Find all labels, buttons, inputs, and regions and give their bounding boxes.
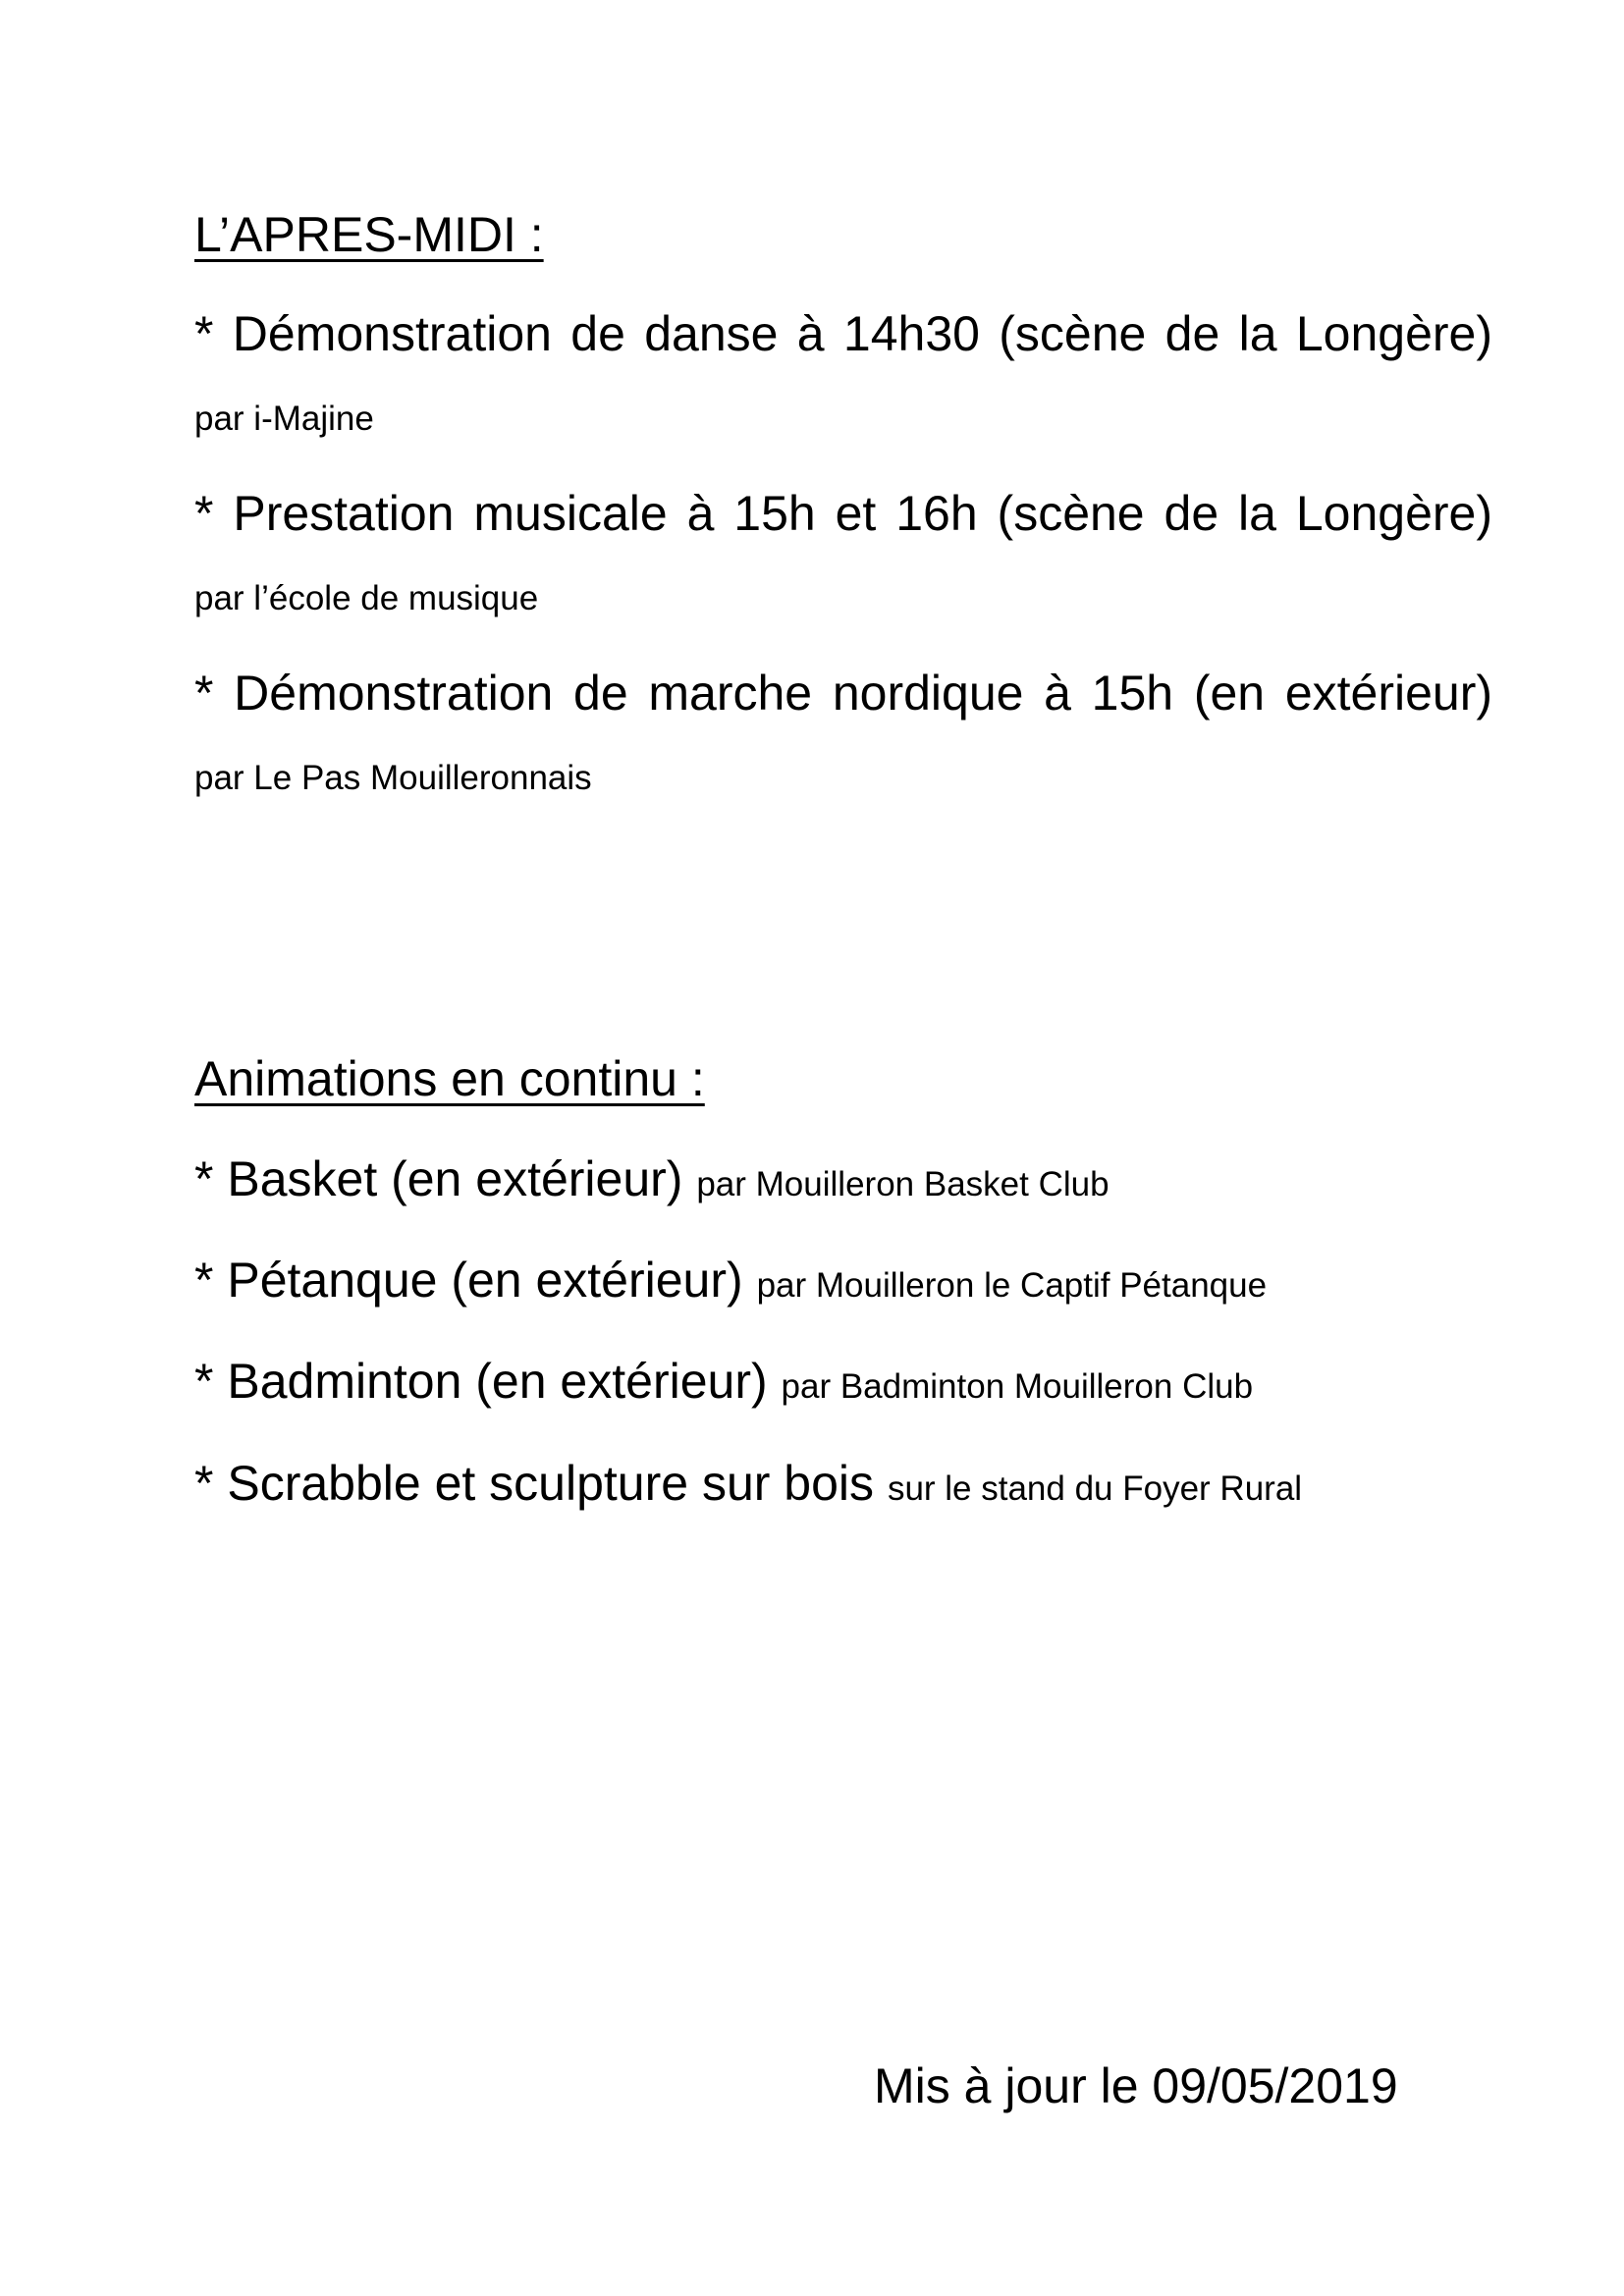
continuous-item (194, 1354, 1254, 1409)
continuous-item (194, 1456, 1303, 1511)
activity-text: * Pétanque (en extérieur) (194, 1253, 743, 1308)
activity-text: * Basket (en extérieur) (194, 1151, 683, 1206)
organizer-text: sur le stand du Foyer Rural (887, 1469, 1303, 1508)
continuous-item (194, 1151, 1110, 1206)
continuous-heading: Animations en continu : (194, 1051, 705, 1106)
organizer-text: par Le Pas Mouilleronnais (194, 759, 592, 797)
organizer-text: par Mouilleron Basket Club (696, 1165, 1110, 1203)
activity-text: * Démonstration de danse à 14h30 (scène de la Longère) (194, 306, 1492, 361)
activity-text: * Prestation musicale à 15h et 16h (scène de la Longère) (194, 486, 1492, 541)
organizer-text: par i-Majine (194, 400, 374, 438)
organizer-text: par Badminton Mouilleron Club (781, 1367, 1254, 1406)
afternoon-item (194, 294, 1492, 458)
organizer-text: par l’école de musique (194, 579, 539, 617)
afternoon-item (194, 654, 1492, 818)
last-updated-text: Mis à jour le 09/05/2019 (874, 2058, 1398, 2113)
activity-text: * Démonstration de marche nordique à 15h (en extérieur) (194, 666, 1492, 721)
afternoon-item (194, 474, 1492, 638)
continuous-item (194, 1253, 1268, 1308)
organizer-text: par Mouilleron le Captif Pétanque (756, 1266, 1268, 1305)
afternoon-heading: L’APRES-MIDI : (194, 207, 544, 262)
activity-text: * Scrabble et sculpture sur bois (194, 1456, 875, 1511)
activity-text: * Badminton (en extérieur) (194, 1354, 768, 1409)
